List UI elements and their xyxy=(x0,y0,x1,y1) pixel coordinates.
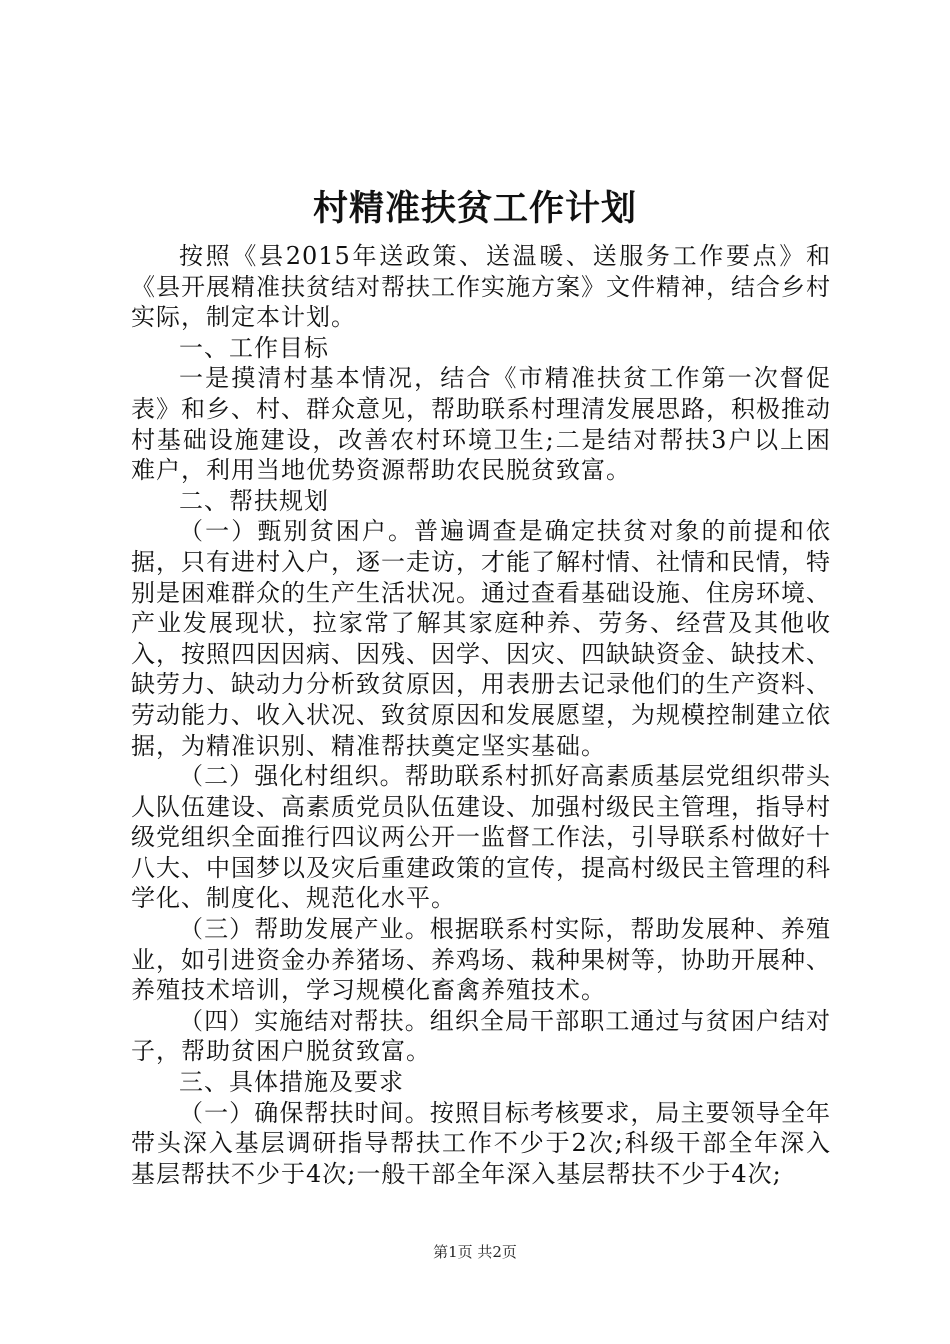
paragraph-plan-2: （二）强化村组织。帮助联系村抓好高素质基层党组织带头人队伍建设、高素质党员队伍建设、加强村级民主管理，指导村级党组织全面推行四议两公开一监督工作法，引导联系村做好十八大、中国梦以及灾后重建政策的宣传，提高村级民主管理的科学化、制度化、规范化水平。 xyxy=(131,762,831,913)
paragraph-goals: 一是摸清村基本情况，结合《市精准扶贫工作第一次督促表》和乡、村、群众意见，帮助联系村理清发展思路，积极推动村基础设施建设，改善农村环境卫生;二是结对帮扶3户以上困难户，利用当地优势资源帮助农民脱贫致富。 xyxy=(131,364,831,485)
paragraph-measures-1: （一）确保帮扶时间。按照目标考核要求，局主要领导全年带头深入基层调研指导帮扶工作不少于2次;科级干部全年深入基层帮扶不少于4次;一般干部全年深入基层帮扶不少于4次; xyxy=(131,1098,831,1188)
section-heading-goals: 一、工作目标 xyxy=(179,333,329,362)
paragraph-plan-1: （一）甄别贫困户。普遍调查是确定扶贫对象的前提和依据，只有进村入户，逐一走访，才能了解村情、社情和民情，特别是困难群众的生产生活状况。通过查看基础设施、住房环境、产业发展现状，拉家常了解其家庭种养、劳务、经营及其他收入，按照四因因病、因残、因学、因灾、四缺缺资金、缺技术、缺劳力、缺动力分析致贫原因，用表册去记录他们的生产资料、劳动能力、收入状况、致贫原因和发展愿望，为规模控制建立依据，为精准识别、精准帮扶奠定坚实基础。 xyxy=(131,517,831,760)
paragraph-plan-4: （四）实施结对帮扶。组织全局干部职工通过与贫困户结对子，帮助贫困户脱贫致富。 xyxy=(131,1006,831,1066)
document-title: 村精准扶贫工作计划 xyxy=(312,188,637,229)
section-heading-measures: 三、具体措施及要求 xyxy=(179,1068,404,1097)
section-heading-plan: 二、帮扶规划 xyxy=(179,486,329,515)
document-body xyxy=(131,241,831,1189)
page-footer: 第1页 共2页 xyxy=(433,1243,517,1261)
paragraph-plan-3: （三）帮助发展产业。根据联系村实际，帮助发展种、养殖业，如引进资金办养猪场、养鸡场、栽种果树等，协助开展种、养殖技术培训，学习规模化畜禽养殖技术。 xyxy=(131,915,831,1005)
paragraph-intro: 按照《县2015年送政策、送温暖、送服务工作要点》和《县开展精准扶贫结对帮扶工作实施方案》文件精神，结合乡村实际，制定本计划。 xyxy=(131,242,831,332)
